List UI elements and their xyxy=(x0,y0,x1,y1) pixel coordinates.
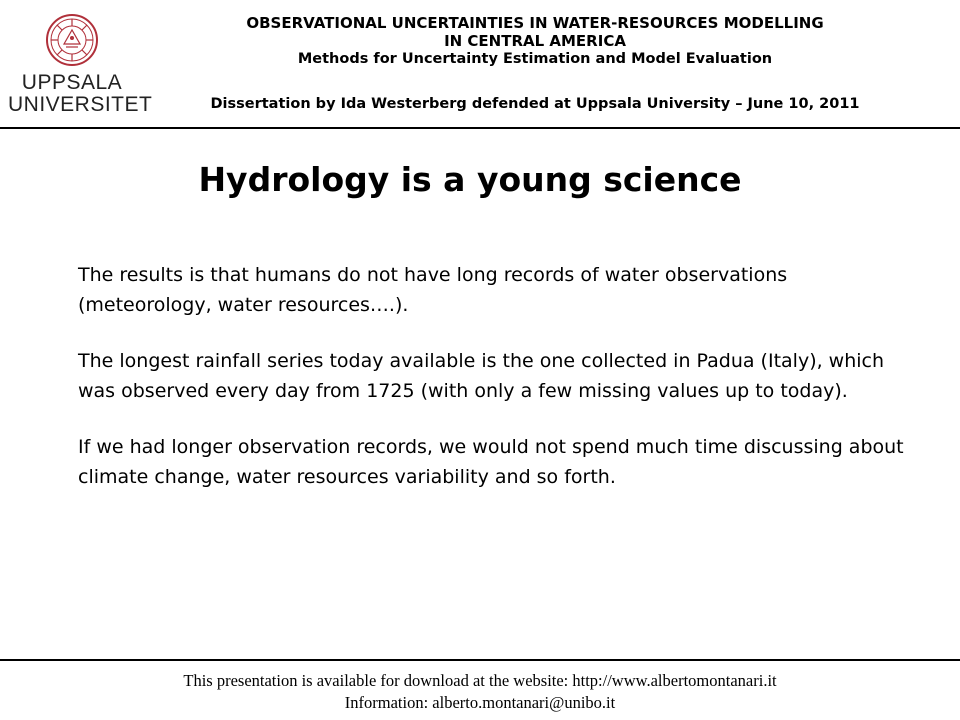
slide-footer xyxy=(0,670,960,714)
slide-title: Hydrology is a young science xyxy=(198,160,742,199)
body-paragraph-3: If we had longer observation records, we would not spend much time discussing about climate change, water resources variability and so forth. xyxy=(78,436,904,488)
body-paragraph-2: The longest rainfall series today available is the one collected in Padua (Italy), which was observed every day from 1725 (with only a few missing values up to today). xyxy=(78,350,885,402)
body-paragraph-1: The results is that humans do not have long records of water observations (meteorology, water resources….). xyxy=(78,264,788,316)
dissertation-line: Dissertation by Ida Westerberg defended at Uppsala University – June 10, 2011 xyxy=(210,96,860,112)
university-seal-icon xyxy=(46,14,98,66)
footer-divider xyxy=(0,659,960,661)
presentation-header xyxy=(160,14,910,68)
logo-text-universitet: UNIVERSITET xyxy=(8,93,153,116)
uppsala-logo xyxy=(8,8,153,118)
header-title-line2: IN CENTRAL AMERICA xyxy=(444,32,626,50)
header-divider xyxy=(0,127,960,129)
header-title-line1: OBSERVATIONAL UNCERTAINTIES IN WATER-RESOURCES MODELLING xyxy=(246,14,824,32)
header-subtitle: Methods for Uncertainty Estimation and Model Evaluation xyxy=(297,51,773,67)
footer-contact-line: Information: alberto.montanari@unibo.it xyxy=(344,693,616,712)
footer-download-line: This presentation is available for download at the website: http://www.albertomontanari.it xyxy=(183,671,777,690)
slide-body xyxy=(78,260,918,518)
logo-text-uppsala: UPPSALA xyxy=(21,71,123,94)
